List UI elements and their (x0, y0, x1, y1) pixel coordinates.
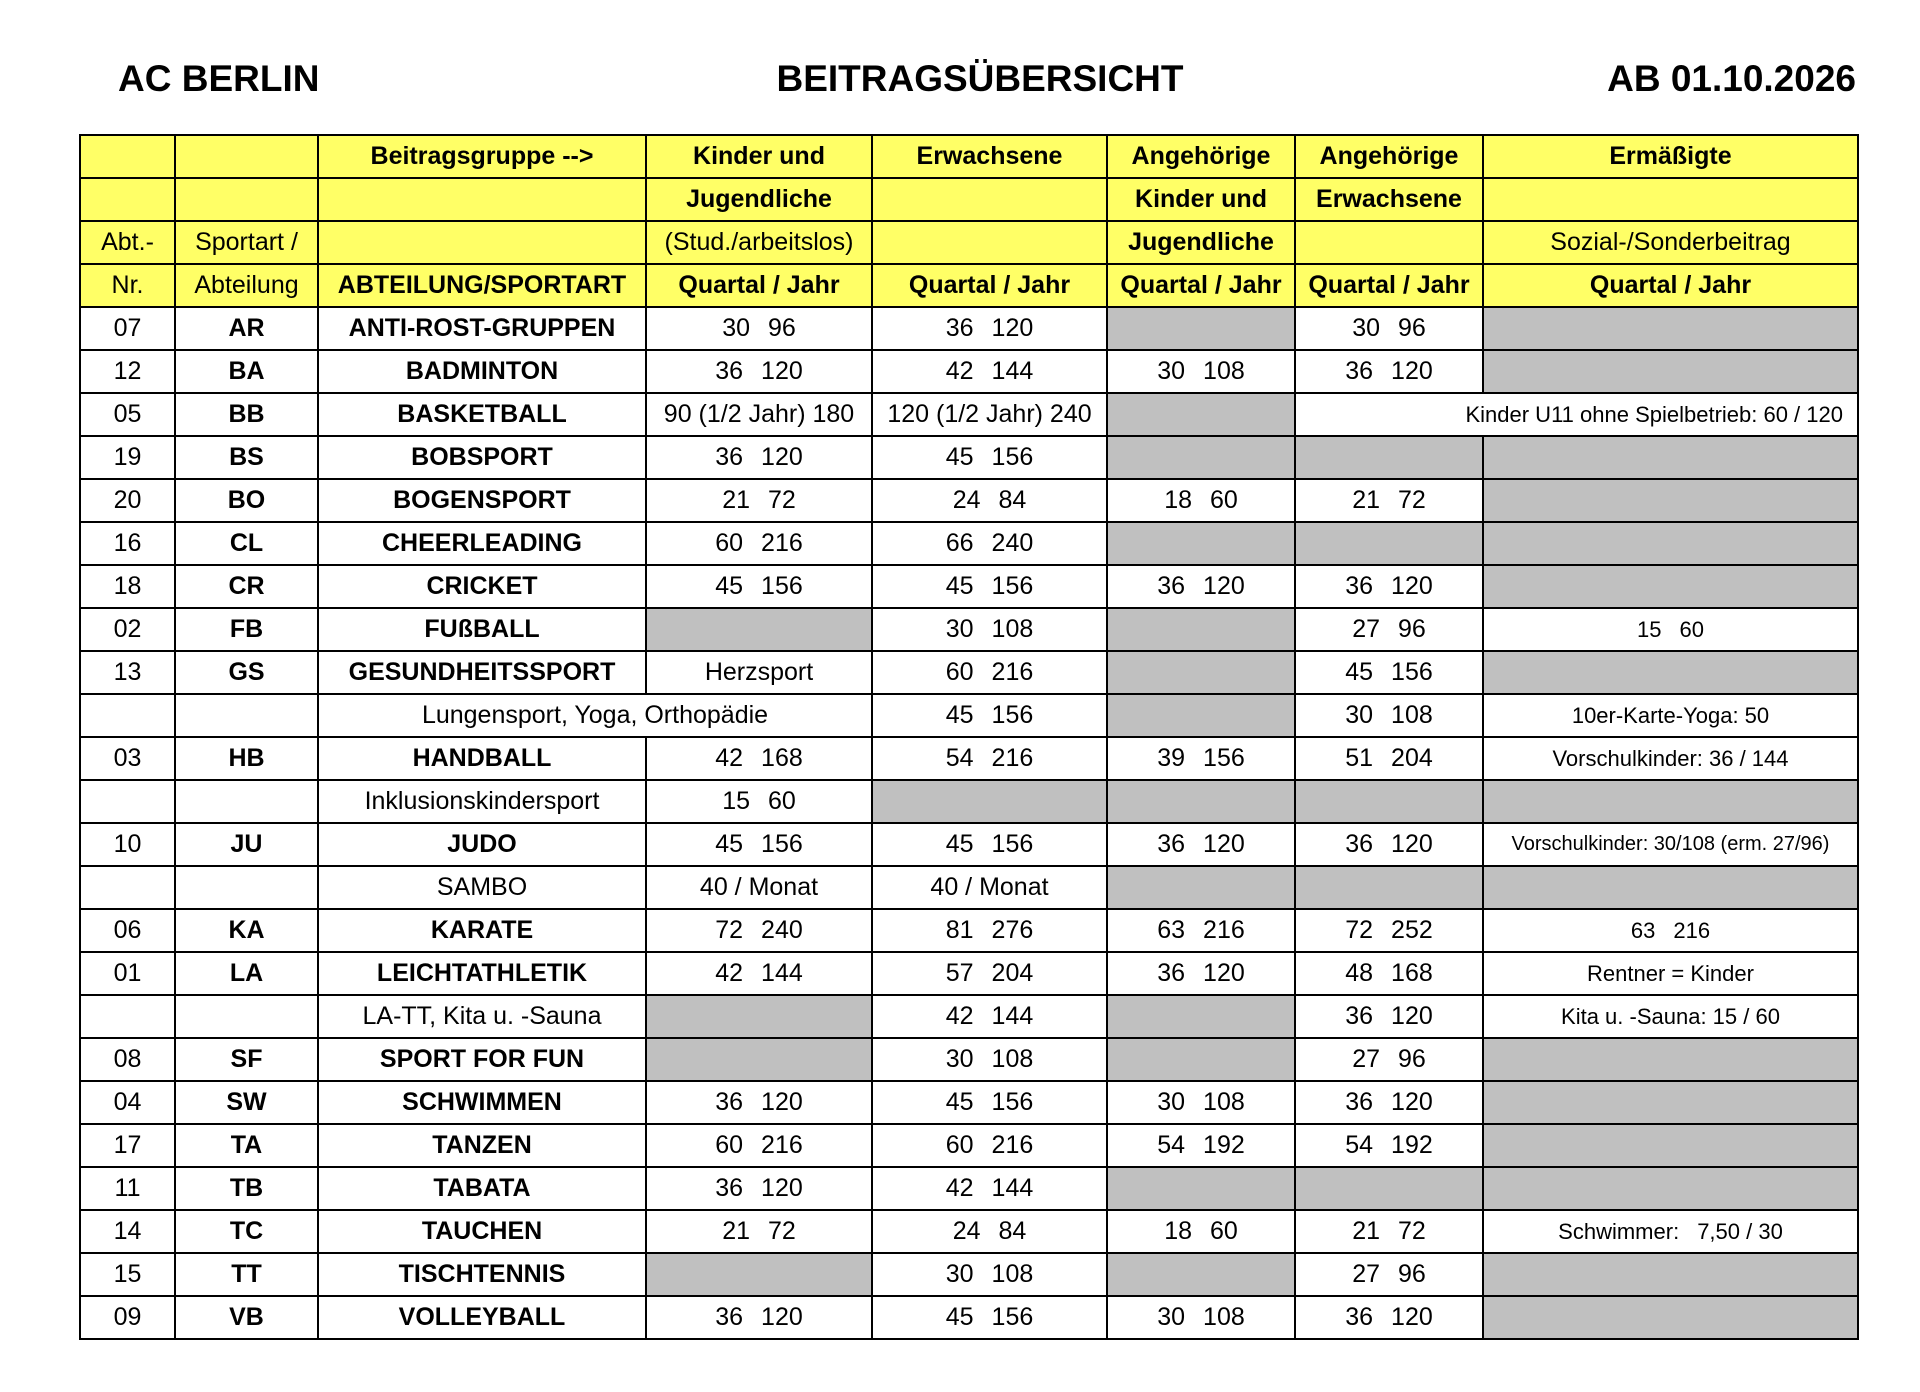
fee-ermaessigt (1483, 1081, 1858, 1124)
header-cell-ang-erw: Angehörige (1295, 135, 1483, 178)
fee-erwachsene: 45 156 (872, 1081, 1107, 1124)
fee-erwachsene: 36 120 (872, 307, 1107, 350)
fee-angehoerige-erwachsene (1295, 780, 1483, 823)
sport-name: Lungensport, Yoga, Orthopädie (318, 694, 872, 737)
fee-angehoerige-erwachsene: 72 252 (1295, 909, 1483, 952)
fee-note: Kinder U11 ohne Spielbetrieb: 60 / 120 (1295, 393, 1858, 436)
fee-angehoerige-erwachsene (1295, 436, 1483, 479)
sport-name: TABATA (318, 1167, 646, 1210)
fee-angehoerige-erwachsene: 21 72 (1295, 1210, 1483, 1253)
fee-angehoerige-kinder: 18 60 (1107, 1210, 1295, 1253)
fee-angehoerige-kinder: 30 108 (1107, 1081, 1295, 1124)
table-row (80, 479, 1858, 522)
dept-number: 14 (80, 1210, 175, 1253)
fee-angehoerige-kinder (1107, 307, 1295, 350)
fee-kinder: 36 120 (646, 1167, 872, 1210)
sport-name: LA-TT, Kita u. -Sauna (318, 995, 646, 1038)
fee-kinder (646, 1253, 872, 1296)
fee-kinder: Herzsport (646, 651, 872, 694)
dept-number: 06 (80, 909, 175, 952)
sport-name: TANZEN (318, 1124, 646, 1167)
fee-ermaessigt (1483, 307, 1858, 350)
header-cell-ang-kinder: Jugendliche (1107, 221, 1295, 264)
table-row (80, 1253, 1858, 1296)
header-cell-code (175, 135, 318, 178)
fee-angehoerige-erwachsene: 30 96 (1295, 307, 1483, 350)
fee-kinder (646, 608, 872, 651)
table-row (80, 307, 1858, 350)
dept-code: AR (175, 307, 318, 350)
fee-kinder: 90 (1/2 Jahr) 180 (646, 393, 872, 436)
fee-ermaessigt: 63 216 (1483, 909, 1858, 952)
fee-erwachsene (872, 780, 1107, 823)
fee-ermaessigt: Kita u. -Sauna: 15 / 60 (1483, 995, 1858, 1038)
dept-number: 09 (80, 1296, 175, 1339)
fee-erwachsene: 45 156 (872, 1296, 1107, 1339)
fee-ermaessigt: Vorschulkinder: 36 / 144 (1483, 737, 1858, 780)
fee-ermaessigt (1483, 565, 1858, 608)
fee-kinder: 42 144 (646, 952, 872, 995)
fee-kinder: 60 216 (646, 522, 872, 565)
table-row (80, 694, 1858, 737)
dept-number: 12 (80, 350, 175, 393)
table-row (80, 1296, 1858, 1339)
sport-name: LEICHTATHLETIK (318, 952, 646, 995)
fee-kinder: 36 120 (646, 1081, 872, 1124)
fee-angehoerige-kinder: 36 120 (1107, 952, 1295, 995)
sport-name: TAUCHEN (318, 1210, 646, 1253)
fee-angehoerige-erwachsene: 51 204 (1295, 737, 1483, 780)
table-row (80, 823, 1858, 866)
header-cell-nr: Abt.- (80, 221, 175, 264)
table-row (80, 608, 1858, 651)
header-cell-kinder: (Stud./arbeitslos) (646, 221, 872, 264)
fee-angehoerige-kinder (1107, 780, 1295, 823)
header-cell-ermaessigt: Quartal / Jahr (1483, 264, 1858, 307)
header-cell-nr: Nr. (80, 264, 175, 307)
table-row (80, 866, 1858, 909)
fee-kinder: 40 / Monat (646, 866, 872, 909)
fee-erwachsene: 54 216 (872, 737, 1107, 780)
fee-erwachsene: 60 216 (872, 1124, 1107, 1167)
fee-kinder: 36 120 (646, 350, 872, 393)
fee-erwachsene: 40 / Monat (872, 866, 1107, 909)
fee-angehoerige-erwachsene (1295, 1167, 1483, 1210)
table-row (80, 1081, 1858, 1124)
dept-number: 07 (80, 307, 175, 350)
fee-angehoerige-erwachsene: 36 120 (1295, 1296, 1483, 1339)
fee-erwachsene: 45 156 (872, 436, 1107, 479)
fee-kinder: 60 216 (646, 1124, 872, 1167)
fee-angehoerige-erwachsene: 30 108 (1295, 694, 1483, 737)
fee-angehoerige-erwachsene (1295, 866, 1483, 909)
header-row (80, 135, 1858, 178)
dept-code: BB (175, 393, 318, 436)
table-row (80, 393, 1858, 436)
fee-angehoerige-erwachsene: 36 120 (1295, 350, 1483, 393)
fee-ermaessigt (1483, 1038, 1858, 1081)
dept-code: TA (175, 1124, 318, 1167)
table-row (80, 1124, 1858, 1167)
dept-code: HB (175, 737, 318, 780)
header-cell-ang-erw (1295, 221, 1483, 264)
fee-kinder: 30 96 (646, 307, 872, 350)
sport-name: FUßBALL (318, 608, 646, 651)
fee-ermaessigt (1483, 350, 1858, 393)
dept-code: FB (175, 608, 318, 651)
header-cell-erw (872, 178, 1107, 221)
fee-kinder: 45 156 (646, 565, 872, 608)
fee-erwachsene: 81 276 (872, 909, 1107, 952)
fee-ermaessigt: Rentner = Kinder (1483, 952, 1858, 995)
sport-name: JUDO (318, 823, 646, 866)
sport-name: Inklusionskindersport (318, 780, 646, 823)
fee-ermaessigt: Vorschulkinder: 30/108 (erm. 27/96) (1483, 823, 1858, 866)
dept-code (175, 866, 318, 909)
header-cell-ang-kinder: Angehörige (1107, 135, 1295, 178)
header-cell-ang-erw: Quartal / Jahr (1295, 264, 1483, 307)
dept-code: VB (175, 1296, 318, 1339)
fee-kinder: 21 72 (646, 1210, 872, 1253)
header-row (80, 178, 1858, 221)
dept-number: 01 (80, 952, 175, 995)
sport-name: SPORT FOR FUN (318, 1038, 646, 1081)
table-row (80, 995, 1858, 1038)
fee-angehoerige-kinder: 36 120 (1107, 823, 1295, 866)
fee-angehoerige-kinder (1107, 1038, 1295, 1081)
header-cell-name (318, 178, 646, 221)
fee-ermaessigt (1483, 1167, 1858, 1210)
fee-erwachsene: 30 108 (872, 1038, 1107, 1081)
header-cell-code: Abteilung (175, 264, 318, 307)
fee-kinder: 21 72 (646, 479, 872, 522)
dept-number: 11 (80, 1167, 175, 1210)
fee-ermaessigt (1483, 522, 1858, 565)
dept-number (80, 694, 175, 737)
sport-name: CHEERLEADING (318, 522, 646, 565)
fee-ermaessigt (1483, 1253, 1858, 1296)
sport-name: SAMBO (318, 866, 646, 909)
header-cell-ermaessigt: Sozial-/Sonderbeitrag (1483, 221, 1858, 264)
club-name: AC BERLIN (118, 58, 320, 99)
table-row (80, 1167, 1858, 1210)
table-row (80, 565, 1858, 608)
fee-erwachsene: 120 (1/2 Jahr) 240 (872, 393, 1107, 436)
dept-number: 19 (80, 436, 175, 479)
fee-angehoerige-kinder (1107, 1167, 1295, 1210)
sport-name: BADMINTON (318, 350, 646, 393)
table-row (80, 952, 1858, 995)
valid-from-date: AB 01.10.2026 (1607, 58, 1856, 99)
fee-ermaessigt (1483, 651, 1858, 694)
fee-angehoerige-erwachsene (1295, 522, 1483, 565)
fee-angehoerige-kinder: 63 216 (1107, 909, 1295, 952)
document-title: BEITRAGSÜBERSICHT (776, 58, 1184, 99)
dept-code: BS (175, 436, 318, 479)
fee-erwachsene: 45 156 (872, 823, 1107, 866)
fee-erwachsene: 66 240 (872, 522, 1107, 565)
dept-code: SW (175, 1081, 318, 1124)
fee-angehoerige-kinder: 30 108 (1107, 1296, 1295, 1339)
dept-code: BA (175, 350, 318, 393)
sport-name: SCHWIMMEN (318, 1081, 646, 1124)
dept-code: KA (175, 909, 318, 952)
fee-kinder: 36 120 (646, 1296, 872, 1339)
fee-angehoerige-kinder (1107, 436, 1295, 479)
header-cell-name: Beitragsgruppe --> (318, 135, 646, 178)
fee-angehoerige-erwachsene: 27 96 (1295, 608, 1483, 651)
dept-number: 04 (80, 1081, 175, 1124)
fee-angehoerige-erwachsene: 36 120 (1295, 823, 1483, 866)
fee-table-body (80, 135, 1858, 1339)
dept-code: CR (175, 565, 318, 608)
header-row (80, 221, 1858, 264)
sport-name: BASKETBALL (318, 393, 646, 436)
fee-ermaessigt: Schwimmer: 7,50 / 30 (1483, 1210, 1858, 1253)
fee-angehoerige-kinder (1107, 995, 1295, 1038)
sport-name: ANTI-ROST-GRUPPEN (318, 307, 646, 350)
fee-kinder: 72 240 (646, 909, 872, 952)
dept-number: 02 (80, 608, 175, 651)
fee-erwachsene: 45 156 (872, 565, 1107, 608)
dept-code: JU (175, 823, 318, 866)
header-cell-ang-erw: Erwachsene (1295, 178, 1483, 221)
fee-angehoerige-kinder: 30 108 (1107, 350, 1295, 393)
fee-angehoerige-kinder: 54 192 (1107, 1124, 1295, 1167)
header-cell-erw (872, 221, 1107, 264)
table-row (80, 737, 1858, 780)
fee-ermaessigt (1483, 1124, 1858, 1167)
dept-code: CL (175, 522, 318, 565)
header-cell-erw: Erwachsene (872, 135, 1107, 178)
fee-kinder (646, 995, 872, 1038)
fee-kinder: 15 60 (646, 780, 872, 823)
fee-angehoerige-kinder (1107, 1253, 1295, 1296)
table-row (80, 1210, 1858, 1253)
fee-angehoerige-kinder: 36 120 (1107, 565, 1295, 608)
dept-number: 08 (80, 1038, 175, 1081)
header-cell-code: Sportart / (175, 221, 318, 264)
fee-erwachsene: 57 204 (872, 952, 1107, 995)
table-row (80, 1038, 1858, 1081)
fee-ermaessigt (1483, 479, 1858, 522)
sport-name: BOBSPORT (318, 436, 646, 479)
header-cell-code (175, 178, 318, 221)
fee-angehoerige-erwachsene: 21 72 (1295, 479, 1483, 522)
header-row (80, 264, 1858, 307)
header-cell-name: ABTEILUNG/SPORTART (318, 264, 646, 307)
dept-number: 10 (80, 823, 175, 866)
header-cell-ang-kinder: Kinder und (1107, 178, 1295, 221)
dept-code (175, 995, 318, 1038)
header-cell-name (318, 221, 646, 264)
header-cell-erw: Quartal / Jahr (872, 264, 1107, 307)
dept-code: LA (175, 952, 318, 995)
fee-erwachsene: 30 108 (872, 1253, 1107, 1296)
table-row (80, 909, 1858, 952)
dept-number (80, 866, 175, 909)
fee-angehoerige-kinder (1107, 651, 1295, 694)
dept-code: SF (175, 1038, 318, 1081)
dept-number: 18 (80, 565, 175, 608)
header-cell-ang-kinder: Quartal / Jahr (1107, 264, 1295, 307)
dept-number: 17 (80, 1124, 175, 1167)
sport-name: HANDBALL (318, 737, 646, 780)
fee-angehoerige-erwachsene: 36 120 (1295, 995, 1483, 1038)
fee-ermaessigt (1483, 780, 1858, 823)
fee-angehoerige-kinder (1107, 608, 1295, 651)
dept-code: GS (175, 651, 318, 694)
fee-angehoerige-erwachsene: 36 120 (1295, 565, 1483, 608)
header-cell-nr (80, 178, 175, 221)
dept-number: 15 (80, 1253, 175, 1296)
fee-angehoerige-erwachsene: 54 192 (1295, 1124, 1483, 1167)
header-cell-kinder: Kinder und (646, 135, 872, 178)
fee-erwachsene: 30 108 (872, 608, 1107, 651)
header-cell-ermaessigt: Ermäßigte (1483, 135, 1858, 178)
fee-angehoerige-erwachsene: 27 96 (1295, 1253, 1483, 1296)
dept-number: 05 (80, 393, 175, 436)
sport-name: GESUNDHEITSSPORT (318, 651, 646, 694)
sport-name: TISCHTENNIS (318, 1253, 646, 1296)
table-row (80, 350, 1858, 393)
fee-erwachsene: 42 144 (872, 350, 1107, 393)
fee-kinder: 36 120 (646, 436, 872, 479)
dept-code (175, 694, 318, 737)
fee-angehoerige-erwachsene: 45 156 (1295, 651, 1483, 694)
dept-number: 20 (80, 479, 175, 522)
sport-name: CRICKET (318, 565, 646, 608)
dept-code: TT (175, 1253, 318, 1296)
dept-number (80, 780, 175, 823)
fee-angehoerige-kinder: 39 156 (1107, 737, 1295, 780)
fee-angehoerige-erwachsene: 36 120 (1295, 1081, 1483, 1124)
fee-angehoerige-erwachsene: 27 96 (1295, 1038, 1483, 1081)
fee-table (79, 134, 1859, 1340)
fee-ermaessigt: 15 60 (1483, 608, 1858, 651)
sport-name: VOLLEYBALL (318, 1296, 646, 1339)
table-row (80, 780, 1858, 823)
fee-angehoerige-kinder (1107, 694, 1295, 737)
dept-number (80, 995, 175, 1038)
fee-ermaessigt (1483, 436, 1858, 479)
fee-ermaessigt (1483, 1296, 1858, 1339)
fee-angehoerige-kinder (1107, 866, 1295, 909)
dept-number: 13 (80, 651, 175, 694)
header-cell-kinder: Quartal / Jahr (646, 264, 872, 307)
fee-angehoerige-kinder (1107, 522, 1295, 565)
sport-name: BOGENSPORT (318, 479, 646, 522)
fee-erwachsene: 45 156 (872, 694, 1107, 737)
dept-code: TB (175, 1167, 318, 1210)
fee-angehoerige-kinder: 18 60 (1107, 479, 1295, 522)
fee-erwachsene: 24 84 (872, 479, 1107, 522)
dept-code (175, 780, 318, 823)
table-row (80, 436, 1858, 479)
table-row (80, 522, 1858, 565)
header-cell-nr (80, 135, 175, 178)
fee-erwachsene: 60 216 (872, 651, 1107, 694)
fee-ermaessigt: 10er-Karte-Yoga: 50 (1483, 694, 1858, 737)
dept-code: TC (175, 1210, 318, 1253)
sport-name: KARATE (318, 909, 646, 952)
fee-angehoerige-erwachsene: 48 168 (1295, 952, 1483, 995)
fee-erwachsene: 24 84 (872, 1210, 1107, 1253)
dept-number: 03 (80, 737, 175, 780)
header-cell-kinder: Jugendliche (646, 178, 872, 221)
fee-ermaessigt (1483, 866, 1858, 909)
fee-kinder: 45 156 (646, 823, 872, 866)
fee-angehoerige-kinder (1107, 393, 1295, 436)
fee-kinder: 42 168 (646, 737, 872, 780)
table-row (80, 651, 1858, 694)
fee-erwachsene: 42 144 (872, 1167, 1107, 1210)
dept-code: BO (175, 479, 318, 522)
dept-number: 16 (80, 522, 175, 565)
fee-erwachsene: 42 144 (872, 995, 1107, 1038)
header-cell-ermaessigt (1483, 178, 1858, 221)
fee-kinder (646, 1038, 872, 1081)
